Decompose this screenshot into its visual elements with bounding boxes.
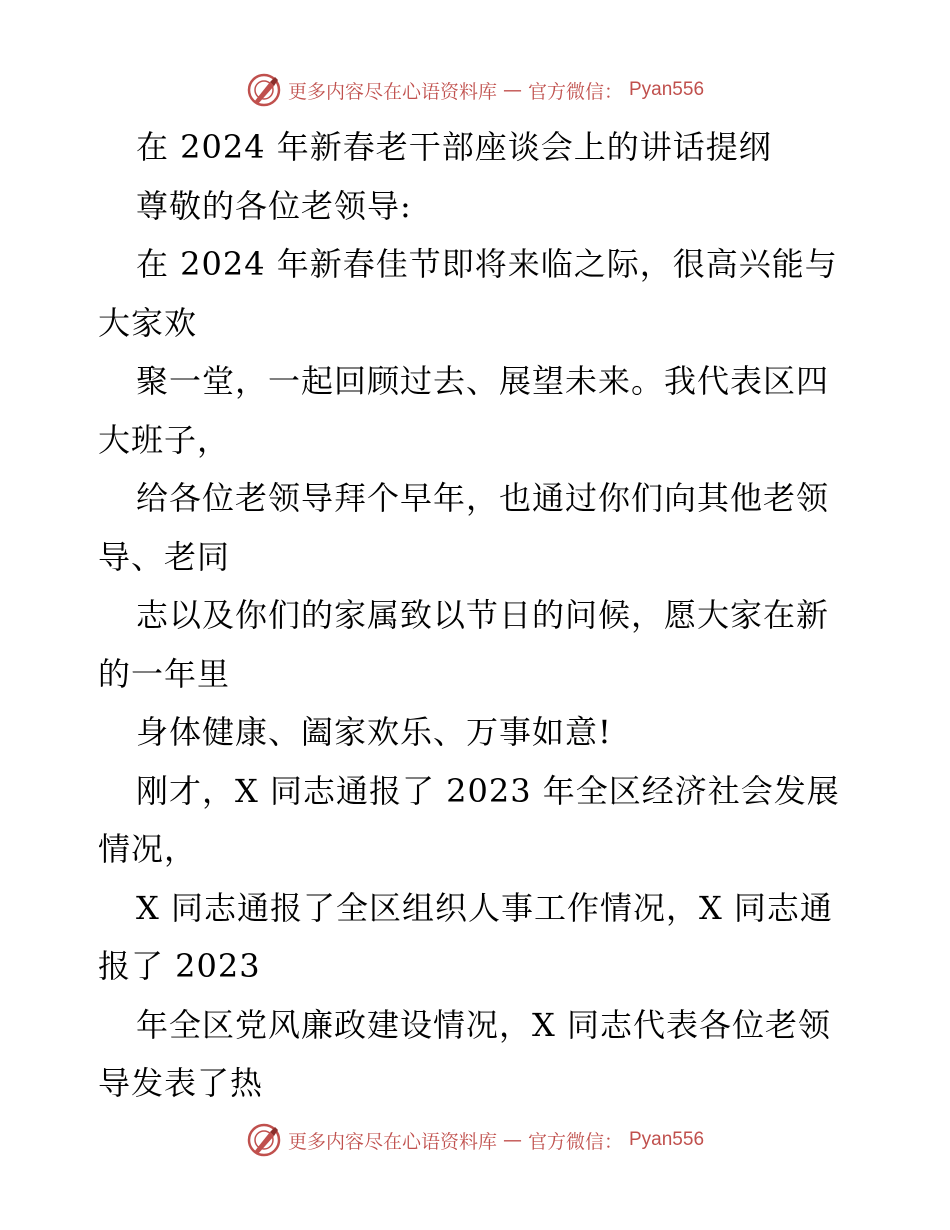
watermark-text: 更多内容尽在心语资料库: [287, 80, 497, 103]
text-line: 报了 2023: [98, 947, 261, 985]
text-line: 刚才，X 同志通报了 2023 年全区经济社会发展: [136, 771, 840, 810]
watermark-wechat-label: 官方微信：: [527, 80, 623, 103]
salutation: 尊敬的各位老领导:: [136, 186, 412, 225]
text-line: 身体健康、阖家欢乐、万事如意!: [136, 713, 612, 751]
watermark-wechat-id: Pyan556: [629, 1129, 705, 1150]
document-title: 在 2024 年新春老干部座谈会上的讲话提纲: [136, 128, 772, 166]
pen-nib-logo-icon: [246, 1122, 282, 1158]
watermark-separator: —: [502, 1129, 522, 1151]
text-line: 大家欢: [98, 303, 198, 342]
text-line: X 同志通报了全区组织人事工作情况，X 同志通: [136, 888, 833, 927]
document-body: [98, 118, 858, 1113]
header-watermark: [0, 68, 950, 112]
text-line: 志以及你们的家属致以节日的问候，愿大家在新: [136, 596, 830, 634]
text-line: 导、老同: [98, 537, 231, 576]
text-line: 聚一堂，一起回顾过去、展望未来。我代表区四: [136, 362, 830, 400]
text-line: 大班子，: [98, 420, 231, 459]
text-line: 导发表了热: [98, 1064, 264, 1102]
text-line: 年全区党风廉政建设情况，X 同志代表各位老领: [136, 1005, 831, 1044]
text-line: 给各位老领导拜个早年，也通过你们向其他老领: [136, 479, 830, 517]
pen-nib-logo-icon: [246, 72, 282, 108]
text-line: 在 2024 年新春佳节即将来临之际，很高兴能与: [136, 245, 838, 283]
text-line: 情况，: [98, 830, 198, 868]
watermark-text: 更多内容尽在心语资料库: [287, 1130, 497, 1153]
watermark-wechat-label: 官方微信：: [527, 1130, 623, 1153]
footer-watermark: [0, 1118, 950, 1162]
watermark-separator: —: [502, 79, 522, 101]
text-line: 的一年里: [98, 654, 231, 693]
watermark-wechat-id: Pyan556: [629, 79, 705, 100]
